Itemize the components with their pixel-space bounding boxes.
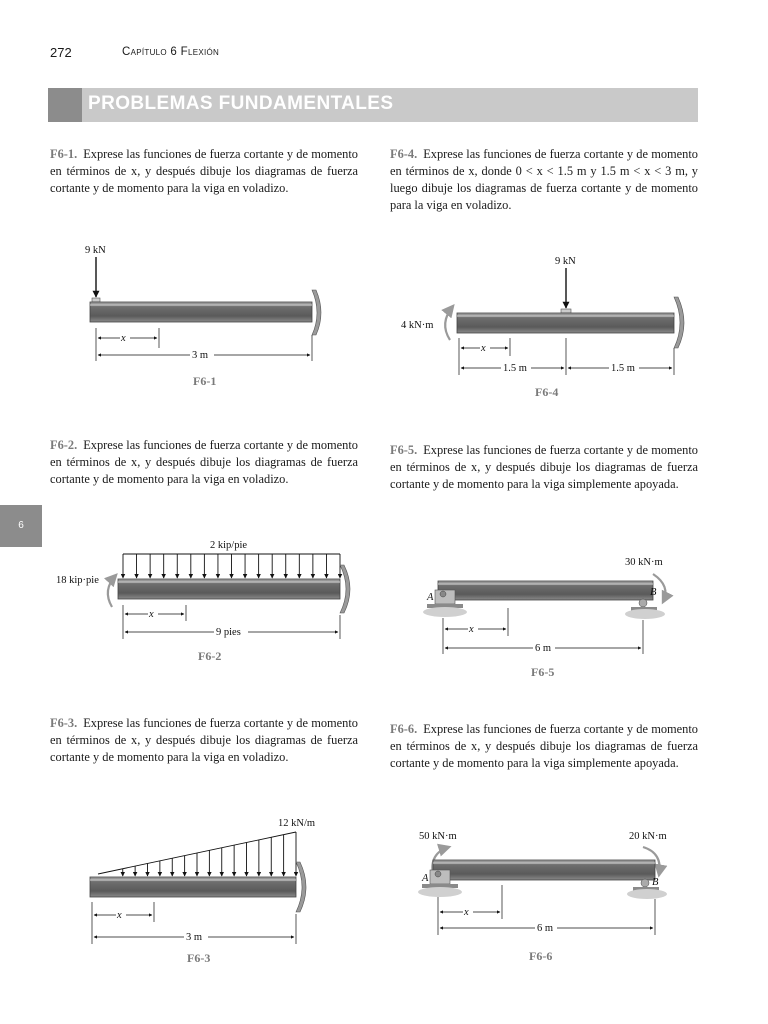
problem-text: Exprese las funciones de fuerza cortante y de momento en términos de x, y después dibuje los diagramas de fuerza cortante y de momento para la viga en voladizo.	[50, 716, 358, 764]
moment-label: 18 kip·pie	[56, 575, 99, 586]
roller-support-b	[627, 879, 667, 899]
distributed-load-arrows	[123, 554, 340, 578]
problem-id: F6-1.	[50, 147, 78, 161]
problem-id: F6-6.	[390, 722, 418, 736]
figure-caption: F6-2	[198, 649, 222, 663]
roller-support-b	[625, 599, 665, 619]
problem-text: Exprese las funciones de fuerza cortante y de momento en términos de x, y después dibuje los diagramas de fuerza cortante y de momento para la viga simplemente apoyada.	[390, 722, 698, 770]
fixed-wall	[312, 290, 321, 335]
problem-id: F6-5.	[390, 443, 418, 457]
x-label: x	[117, 910, 122, 921]
fixed-wall	[296, 862, 306, 912]
load-label: 9 kN	[85, 245, 106, 256]
problem-f6-2	[50, 437, 358, 488]
chapter-title: Capítulo 6 Flexión	[122, 46, 220, 58]
banner-accent	[48, 88, 82, 122]
length-label: 9 pies	[216, 627, 241, 638]
seg1-label: 1.5 m	[503, 363, 527, 374]
problem-f6-6	[390, 721, 698, 772]
figure-f6-4	[395, 250, 700, 405]
x-label: x	[121, 333, 126, 344]
page-number: 272	[50, 45, 72, 60]
problem-text: Exprese las funciones de fuerza cortante y de momento en términos de x, donde 0 < x < 1.5 m y 1.5 m < x < 3 m, y luego dibuje los diagramas de fuerza cortante y de momento para la viga en voladizo.	[390, 147, 698, 212]
chapter-tab: 6	[0, 505, 42, 547]
load-label: 9 kN	[555, 256, 576, 267]
load-label: 12 kN/m	[278, 818, 316, 829]
support-a-label: A	[427, 592, 434, 603]
figure-f6-3	[80, 812, 340, 972]
x-label: x	[149, 609, 154, 620]
figure-f6-1	[70, 235, 340, 395]
section-title: PROBLEMAS FUNDAMENTALES	[88, 93, 394, 114]
moment-right-label: 20 kN·m	[629, 831, 667, 842]
figure-caption: F6-1	[193, 374, 217, 388]
problem-f6-1	[50, 146, 358, 197]
figure-caption: F6-6	[529, 949, 553, 963]
seg2-label: 1.5 m	[611, 363, 635, 374]
problem-f6-4	[390, 146, 698, 214]
figure-caption: F6-3	[187, 951, 211, 965]
load-plate	[92, 298, 100, 302]
length-label: 6 m	[535, 643, 552, 654]
figure-f6-5	[405, 550, 700, 680]
load-label: 2 kip/pie	[210, 540, 248, 551]
triangular-load-arrows	[123, 832, 296, 876]
support-b-label: B	[652, 877, 659, 888]
problem-id: F6-3.	[50, 716, 78, 730]
moment-arrow	[445, 306, 453, 340]
load-plate	[561, 309, 571, 313]
length-label: 6 m	[537, 923, 554, 934]
problem-id: F6-4.	[390, 147, 418, 161]
section-banner	[48, 88, 698, 122]
support-b-label: B	[650, 587, 657, 598]
problem-f6-3	[50, 715, 358, 766]
figure-caption: F6-5	[531, 665, 555, 679]
x-label: x	[481, 343, 486, 354]
problem-text: Exprese las funciones de fuerza cortante y de momento en términos de x, y después dibuje los diagramas de fuerza cortante y de momento para la viga en voladizo.	[50, 147, 358, 195]
problem-text: Exprese las funciones de fuerza cortante y de momento en términos de x, y después dibuje los diagramas de fuerza cortante y de momento para la viga en voladizo.	[50, 438, 358, 486]
fixed-wall	[340, 565, 350, 613]
problem-id: F6-2.	[50, 438, 78, 452]
moment-arrow	[108, 575, 116, 607]
x-label: x	[464, 907, 469, 918]
length-label: 3 m	[192, 350, 209, 361]
support-a-label: A	[422, 873, 429, 884]
moment-label: 4 kN·m	[401, 320, 434, 331]
figure-caption: F6-4	[535, 385, 559, 399]
figure-f6-2	[50, 535, 360, 670]
fixed-wall	[674, 297, 684, 348]
moment-label: 30 kN·m	[625, 557, 663, 568]
x-label: x	[469, 624, 474, 635]
problem-f6-5	[390, 442, 698, 493]
length-label: 3 m	[186, 932, 203, 943]
moment-left-label: 50 kN·m	[419, 831, 457, 842]
problem-text: Exprese las funciones de fuerza cortante y de momento en términos de x, y después dibuje los diagramas de fuerza cortante y de momento para la viga simplemente apoyada.	[390, 443, 698, 491]
figure-f6-6	[405, 825, 700, 970]
